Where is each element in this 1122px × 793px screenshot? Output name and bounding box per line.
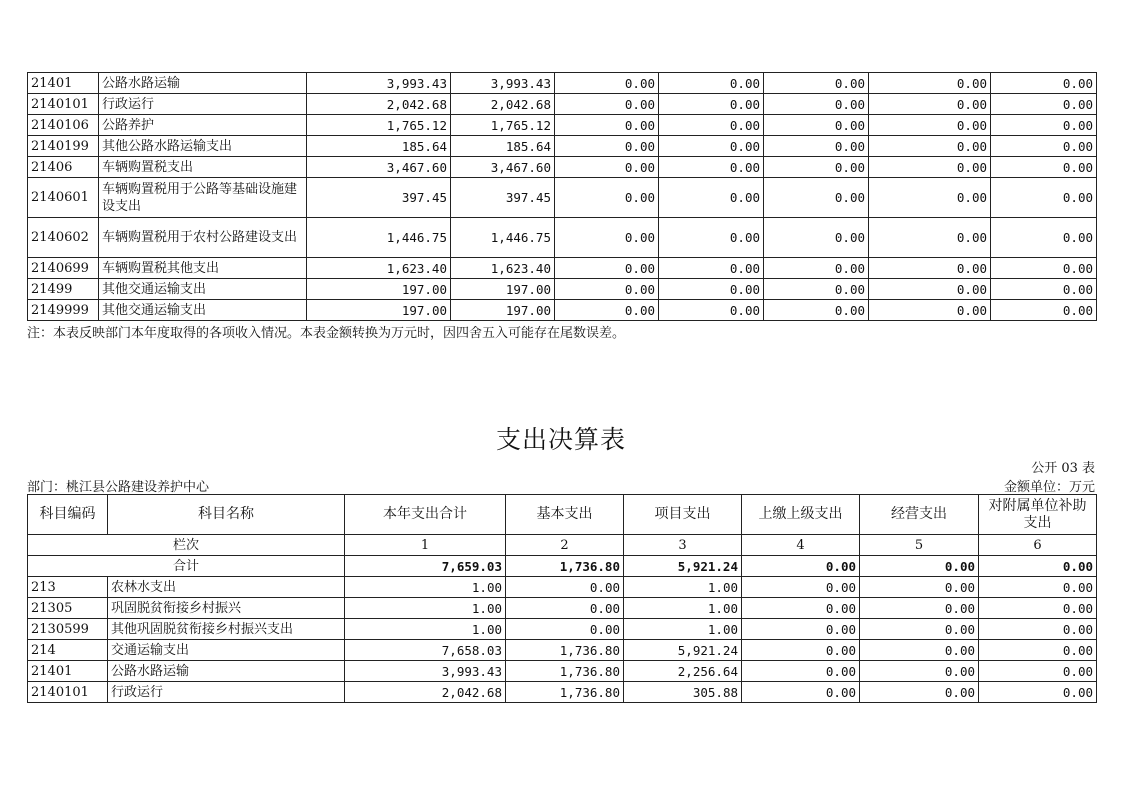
row-value: 2,042.68 — [451, 94, 555, 115]
row-value: 197.00 — [451, 279, 555, 300]
row-code: 2140101 — [28, 94, 99, 115]
total-label: 合计 — [28, 556, 345, 577]
row-value: 0.00 — [555, 178, 659, 218]
row-value: 0.00 — [979, 661, 1097, 682]
row-value: 0.00 — [860, 661, 979, 682]
row-value: 0.00 — [991, 73, 1097, 94]
row-name: 其他公路水路运输支出 — [99, 136, 307, 157]
row-value: 0.00 — [659, 115, 764, 136]
row-name: 巩固脱贫衔接乡村振兴 — [108, 598, 345, 619]
row-value: 0.00 — [555, 300, 659, 321]
table-row — [28, 279, 1097, 300]
table-row — [28, 640, 1097, 661]
row-code: 213 — [28, 577, 108, 598]
row-value: 0.00 — [659, 279, 764, 300]
row-value: 0.00 — [659, 218, 764, 258]
table-row — [28, 94, 1097, 115]
table-row — [28, 178, 1097, 218]
row-name: 车辆购置税用于公路等基础设施建设支出 — [99, 178, 307, 218]
row-value: 0.00 — [764, 300, 869, 321]
row-value: 0.00 — [991, 136, 1097, 157]
header-operating-expenditure: 经营支出 — [860, 495, 979, 535]
row-value: 0.00 — [742, 577, 860, 598]
row-name: 公路水路运输 — [108, 661, 345, 682]
row-name: 公路水路运输 — [99, 73, 307, 94]
row-value: 0.00 — [869, 300, 991, 321]
row-value: 0.00 — [555, 258, 659, 279]
row-value: 0.00 — [659, 258, 764, 279]
row-code: 2130599 — [28, 619, 108, 640]
row-value: 1.00 — [624, 598, 742, 619]
table-row — [28, 73, 1097, 94]
row-name: 其他交通运输支出 — [99, 279, 307, 300]
row-value: 1.00 — [624, 577, 742, 598]
row-value: 0.00 — [869, 279, 991, 300]
column-number-row — [28, 535, 1097, 556]
row-value: 0.00 — [869, 73, 991, 94]
income-table-body — [28, 73, 1097, 321]
total-value: 0.00 — [742, 556, 860, 577]
table-row — [28, 598, 1097, 619]
row-code: 2140199 — [28, 136, 99, 157]
total-value: 1,736.80 — [506, 556, 624, 577]
row-value: 0.00 — [659, 136, 764, 157]
row-value: 0.00 — [659, 94, 764, 115]
row-value: 0.00 — [860, 640, 979, 661]
row-value: 305.88 — [624, 682, 742, 703]
row-value: 0.00 — [764, 279, 869, 300]
row-value: 397.45 — [307, 178, 451, 218]
row-name: 其他交通运输支出 — [99, 300, 307, 321]
row-value: 0.00 — [869, 258, 991, 279]
row-code: 214 — [28, 640, 108, 661]
row-value: 0.00 — [991, 258, 1097, 279]
department-label: 部门：桃江县公路建设养护中心 — [27, 480, 210, 495]
total-value: 5,921.24 — [624, 556, 742, 577]
row-value: 1,736.80 — [506, 640, 624, 661]
row-code: 21401 — [28, 73, 99, 94]
table-row — [28, 218, 1097, 258]
row-value: 0.00 — [991, 218, 1097, 258]
expenditure-header-row — [28, 495, 1097, 535]
table-row — [28, 661, 1097, 682]
row-value: 2,256.64 — [624, 661, 742, 682]
total-row — [28, 556, 1097, 577]
row-value: 2,042.68 — [307, 94, 451, 115]
row-code: 21401 — [28, 661, 108, 682]
row-value: 0.00 — [860, 619, 979, 640]
column-number: 5 — [860, 535, 979, 556]
row-value: 0.00 — [659, 178, 764, 218]
row-value: 0.00 — [742, 598, 860, 619]
row-value: 3,467.60 — [307, 157, 451, 178]
income-table-continued — [27, 72, 1097, 321]
row-value: 0.00 — [860, 682, 979, 703]
row-value: 0.00 — [860, 577, 979, 598]
table-row — [28, 157, 1097, 178]
header-code: 科目编码 — [28, 495, 108, 535]
header-remit-superior: 上缴上级支出 — [742, 495, 860, 535]
row-value: 0.00 — [764, 218, 869, 258]
table-note: 注：本表反映部门本年度取得的各项收入情况。本表金额转换为万元时，因四舍五入可能存在尾数误差。 — [27, 326, 626, 341]
row-name: 车辆购置税其他支出 — [99, 258, 307, 279]
row-value: 1,623.40 — [307, 258, 451, 279]
table-row — [28, 300, 1097, 321]
row-value: 0.00 — [506, 619, 624, 640]
row-value: 0.00 — [555, 136, 659, 157]
header-total-expenditure: 本年支出合计 — [345, 495, 506, 535]
row-value: 0.00 — [555, 279, 659, 300]
row-value: 0.00 — [991, 279, 1097, 300]
row-value: 197.00 — [307, 300, 451, 321]
row-value: 0.00 — [659, 73, 764, 94]
column-number: 6 — [979, 535, 1097, 556]
row-value: 0.00 — [979, 598, 1097, 619]
row-value: 0.00 — [659, 157, 764, 178]
expenditure-table — [27, 494, 1097, 703]
row-value: 2,042.68 — [345, 682, 506, 703]
total-value: 7,659.03 — [345, 556, 506, 577]
row-value: 0.00 — [506, 598, 624, 619]
row-value: 1.00 — [345, 577, 506, 598]
row-value: 0.00 — [979, 682, 1097, 703]
header-name: 科目名称 — [108, 495, 345, 535]
row-value: 3,467.60 — [451, 157, 555, 178]
table-row — [28, 136, 1097, 157]
row-value: 185.64 — [307, 136, 451, 157]
row-value: 0.00 — [742, 640, 860, 661]
row-value: 1,765.12 — [451, 115, 555, 136]
row-value: 0.00 — [869, 115, 991, 136]
row-value: 0.00 — [991, 300, 1097, 321]
row-name: 车辆购置税支出 — [99, 157, 307, 178]
row-value: 0.00 — [991, 157, 1097, 178]
row-value: 0.00 — [555, 218, 659, 258]
row-value: 0.00 — [869, 218, 991, 258]
row-code: 21406 — [28, 157, 99, 178]
row-value: 0.00 — [742, 682, 860, 703]
row-value: 0.00 — [991, 94, 1097, 115]
row-value: 0.00 — [506, 577, 624, 598]
row-value: 0.00 — [764, 115, 869, 136]
row-value: 0.00 — [869, 178, 991, 218]
amount-unit-label: 金额单位：万元 — [1003, 480, 1095, 495]
column-number: 3 — [624, 535, 742, 556]
row-value: 397.45 — [451, 178, 555, 218]
row-code: 2140602 — [28, 218, 99, 258]
row-code: 21305 — [28, 598, 108, 619]
row-value: 1.00 — [624, 619, 742, 640]
row-value: 0.00 — [979, 619, 1097, 640]
header-subsidy-affiliates: 对附属单位补助支出 — [979, 495, 1097, 535]
row-value: 1,446.75 — [451, 218, 555, 258]
header-project-expenditure: 项目支出 — [624, 495, 742, 535]
row-value: 0.00 — [764, 157, 869, 178]
row-value: 0.00 — [979, 577, 1097, 598]
row-value: 0.00 — [869, 136, 991, 157]
row-code: 2140601 — [28, 178, 99, 218]
row-value: 7,658.03 — [345, 640, 506, 661]
column-number-label: 栏次 — [28, 535, 345, 556]
row-name: 交通运输支出 — [108, 640, 345, 661]
table-row — [28, 258, 1097, 279]
row-value: 197.00 — [307, 279, 451, 300]
row-value: 3,993.43 — [451, 73, 555, 94]
form-number: 公开 03 表 — [1031, 461, 1095, 476]
row-value: 1.00 — [345, 619, 506, 640]
row-value: 0.00 — [764, 136, 869, 157]
row-name: 其他巩固脱贫衔接乡村振兴支出 — [108, 619, 345, 640]
row-value: 0.00 — [742, 619, 860, 640]
row-value: 1,765.12 — [307, 115, 451, 136]
header-basic-expenditure: 基本支出 — [506, 495, 624, 535]
row-value: 0.00 — [764, 94, 869, 115]
row-value: 197.00 — [451, 300, 555, 321]
row-value: 1,736.80 — [506, 682, 624, 703]
row-value: 0.00 — [555, 157, 659, 178]
table-row — [28, 115, 1097, 136]
row-value: 0.00 — [555, 73, 659, 94]
row-code: 2140699 — [28, 258, 99, 279]
row-code: 2140101 — [28, 682, 108, 703]
row-value: 5,921.24 — [624, 640, 742, 661]
row-value: 3,993.43 — [307, 73, 451, 94]
row-value: 185.64 — [451, 136, 555, 157]
row-value: 0.00 — [742, 661, 860, 682]
row-value: 0.00 — [869, 94, 991, 115]
row-value: 1,736.80 — [506, 661, 624, 682]
row-name: 农林水支出 — [108, 577, 345, 598]
row-value: 0.00 — [764, 73, 869, 94]
table-row — [28, 577, 1097, 598]
row-value: 0.00 — [555, 115, 659, 136]
row-value: 3,993.43 — [345, 661, 506, 682]
total-value: 0.00 — [860, 556, 979, 577]
row-value: 1,446.75 — [307, 218, 451, 258]
column-number: 4 — [742, 535, 860, 556]
row-value: 0.00 — [764, 178, 869, 218]
row-code: 2140106 — [28, 115, 99, 136]
row-value: 0.00 — [979, 640, 1097, 661]
row-name: 公路养护 — [99, 115, 307, 136]
row-value: 1,623.40 — [451, 258, 555, 279]
table-row — [28, 682, 1097, 703]
row-value: 0.00 — [764, 258, 869, 279]
row-value: 0.00 — [860, 598, 979, 619]
total-value: 0.00 — [979, 556, 1097, 577]
row-name: 行政运行 — [108, 682, 345, 703]
row-value: 0.00 — [555, 94, 659, 115]
row-value: 0.00 — [991, 115, 1097, 136]
column-number: 1 — [345, 535, 506, 556]
row-code: 21499 — [28, 279, 99, 300]
page-title: 支出决算表 — [495, 425, 626, 454]
row-value: 0.00 — [869, 157, 991, 178]
row-value: 1.00 — [345, 598, 506, 619]
expenditure-table-body — [28, 577, 1097, 703]
row-value: 0.00 — [659, 300, 764, 321]
table-row — [28, 619, 1097, 640]
row-value: 0.00 — [991, 178, 1097, 218]
row-name: 行政运行 — [99, 94, 307, 115]
row-name: 车辆购置税用于农村公路建设支出 — [99, 218, 307, 258]
column-number: 2 — [506, 535, 624, 556]
row-code: 2149999 — [28, 300, 99, 321]
